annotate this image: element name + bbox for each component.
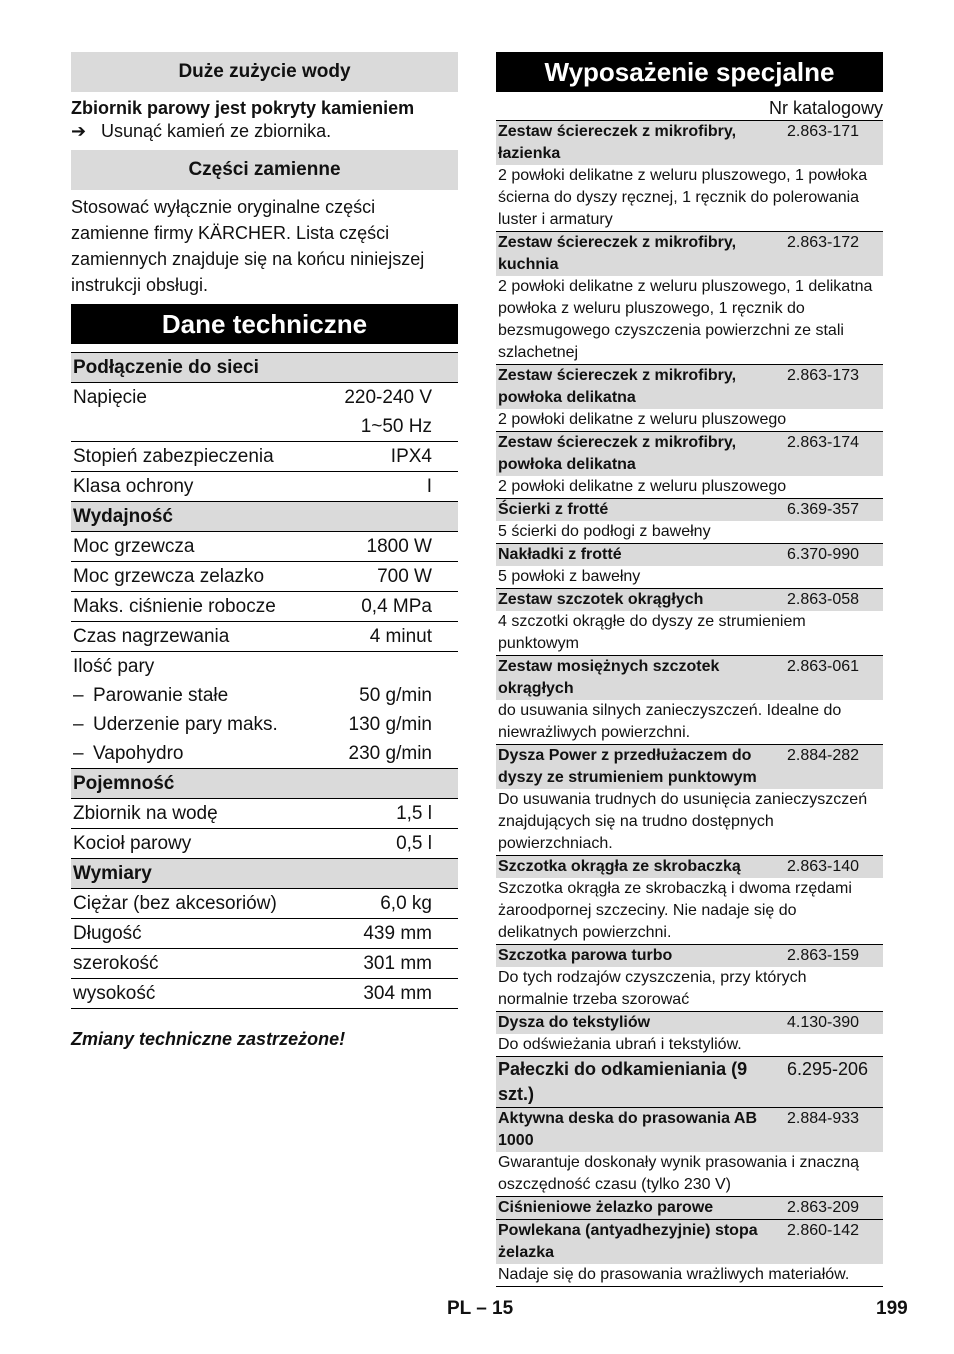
spec-label-text: szerokość: [73, 952, 159, 974]
accessory-header: [496, 1057, 883, 1107]
accessory-header: [496, 1012, 883, 1034]
accessory-description: Do tych rodzajów czyszczenia, przy których normalnie trzeba szorować: [498, 969, 807, 1008]
spec-row: [71, 532, 458, 562]
spec-label-text: Ilość pary: [73, 655, 155, 677]
accessory-name: Zestaw mosiężnych szczotek okrągłych: [498, 658, 720, 697]
accessory-item: [496, 231, 883, 364]
accessory-item: [496, 1056, 883, 1107]
spec-row: [71, 889, 458, 919]
spec-row: [71, 652, 458, 682]
accessory-description: 4 szczotki okrągłe do dyszy ze strumieniem punktowym: [498, 613, 806, 652]
spec-label: [71, 472, 320, 502]
spec-label: [71, 949, 320, 979]
scale-action-line: [71, 120, 458, 142]
spec-label: [71, 652, 320, 682]
spec-label-text: Maks. ciśnienie robocze: [73, 595, 276, 617]
accessory-header: [496, 589, 883, 611]
spec-value: 700 W: [320, 562, 458, 592]
accessory-code: 6.370-990: [787, 546, 860, 563]
spare-parts-heading: Części zamienne: [71, 150, 458, 190]
spec-label-text: Vapohydro: [93, 742, 184, 764]
accessory-description: Gwarantuje doskonały wynik prasowania i znaczną oszczędność czasu (tylko 230 V): [498, 1154, 860, 1193]
spec-row: [71, 799, 458, 829]
spec-label: [71, 979, 320, 1009]
spec-label: [71, 919, 320, 949]
spec-row: [71, 562, 458, 592]
water-usage-heading: Duże zużycie wody: [71, 52, 458, 92]
accessory-item: [496, 1107, 883, 1196]
accessory-description: 2 powłoki delikatne z weluru pluszowego, 1 powłoka ścierna do dyszy ręcznej, 1 ręcznik do polerowania luster i armatury: [498, 167, 868, 228]
accessory-name: Dysza do tekstyliów: [498, 1014, 651, 1031]
accessory-description: Do odświeżania ubrań i tekstyliów.: [498, 1036, 742, 1053]
spec-label: [71, 502, 320, 532]
spec-value: 439 mm: [320, 919, 458, 949]
accessory-name: Zestaw ściereczek z mikrofibry, powłoka delikatna: [498, 367, 737, 406]
accessory-header: [496, 745, 883, 789]
accessory-header: [496, 856, 883, 878]
spec-section-row: [71, 502, 458, 532]
spec-row: [71, 592, 458, 622]
spec-value: 6,0 kg: [320, 889, 458, 919]
accessory-name: Szczotka okrągła ze skrobaczką: [498, 858, 741, 875]
spec-label: [71, 622, 320, 652]
accessory-header: [496, 365, 883, 409]
spec-label-text: Pojemność: [73, 772, 175, 794]
accessory-code: 2.863-174: [787, 434, 860, 451]
accessory-code: 2.863-061: [787, 658, 860, 675]
spec-label-text: Stopień zabezpieczenia: [73, 445, 274, 467]
accessory-code: 2.863-058: [787, 591, 860, 608]
page-number: 199: [876, 1298, 908, 1319]
accessory-code: 2.884-282: [787, 747, 860, 764]
accessory-name: Zestaw ściereczek z mikrofibry, kuchnia: [498, 234, 737, 273]
accessory-description: Do usuwania trudnych do usunięcia zanieczyszczeń znajdujących się na trudno dostępnych powierzchniach.: [498, 791, 868, 852]
accessory-code: 2.863-209: [787, 1199, 860, 1216]
scale-action-text: Usunąć kamień ze zbiornika.: [101, 121, 332, 141]
spec-label-text: Ciężar (bez akcesoriów): [73, 892, 277, 914]
accessory-name: Ciśnieniowe żelazko parowe: [498, 1199, 714, 1216]
accessory-description: 5 powłoki z bawełny: [498, 568, 641, 585]
spec-row: [71, 829, 458, 859]
spec-value: 50 g/min: [359, 684, 432, 706]
spec-label: [71, 859, 320, 889]
spec-label-text: Moc grzewcza zelazko: [73, 565, 265, 587]
accessory-item: [496, 498, 883, 543]
accessory-name: Zestaw szczotek okrągłych: [498, 591, 704, 608]
accessory-item: [496, 543, 883, 588]
accessory-item: [496, 855, 883, 944]
accessories-list: [496, 120, 883, 1287]
scale-problem-text: Zbiornik parowy jest pokryty kamieniem: [71, 98, 415, 118]
accessory-header: [496, 945, 883, 967]
spec-label: [71, 829, 320, 859]
spec-section-row: [71, 859, 458, 889]
spare-parts-text: Stosować wyłącznie oryginalne części zamienne firmy KÄRCHER. Lista części zamiennych znajduje się na końcu niniejszej instrukcji obsługi.: [71, 197, 425, 295]
accessory-item: [496, 120, 883, 231]
accessory-code: 6.369-357: [787, 501, 860, 518]
accessory-code: 2.863-172: [787, 234, 860, 251]
spec-row: [71, 412, 458, 442]
spec-label: [71, 681, 320, 710]
accessory-code: 2.860-142: [787, 1222, 860, 1239]
spec-label-text: wysokość: [73, 982, 156, 1004]
spec-value: 1,5 l: [320, 799, 458, 829]
accessory-header: [496, 232, 883, 276]
spec-label-text: Kocioł parowy: [73, 832, 192, 854]
spec-label-text: Zbiornik na wodę: [73, 802, 218, 824]
list-end-divider: [496, 1286, 883, 1287]
spec-section-row: [71, 353, 458, 383]
spec-row: [71, 919, 458, 949]
accessory-header: [496, 1108, 883, 1152]
accessory-code: 2.884-933: [787, 1110, 860, 1127]
spec-value: [320, 859, 458, 889]
spec-label-text: Uderzenie pary maks.: [93, 713, 278, 735]
spec-label-text: Długość: [73, 922, 142, 944]
accessory-description: Nadaje się do prasowania wrażliwych materiałów.: [498, 1266, 850, 1283]
spec-value: IPX4: [320, 442, 458, 472]
spec-label: [71, 739, 320, 769]
accessory-name: Ścierki z frotté: [498, 501, 609, 518]
accessory-name: Zestaw ściereczek z mikrofibry, łazienka: [498, 123, 737, 162]
spec-label: [71, 799, 320, 829]
spec-label-text: Napięcie: [73, 386, 147, 408]
spec-label: [71, 532, 320, 562]
dash-bullet: –: [73, 713, 84, 735]
spec-value: 1~50 Hz: [320, 412, 458, 442]
spec-value: 4 minut: [320, 622, 458, 652]
accessory-name: Aktywna deska do prasowania AB 1000: [498, 1110, 758, 1149]
accessory-code: 2.863-140: [787, 858, 860, 875]
accessory-description: Szczotka okrągła ze skrobaczką i dwoma rzędami żaroodpornej szczeciny. Nie nadaje się do delikatnych powierzchni.: [498, 880, 852, 941]
arrow-right-icon: ➔: [71, 121, 87, 141]
spec-value: 301 mm: [320, 949, 458, 979]
spec-value: [320, 502, 458, 532]
accessory-item: [496, 364, 883, 431]
spec-value: I: [320, 472, 458, 502]
spec-value: 220-240 V: [344, 386, 432, 408]
spec-label: [71, 592, 320, 622]
accessory-header: [496, 1197, 883, 1219]
catalog-number-label: Nr katalogowy: [768, 98, 883, 118]
accessory-item: [496, 431, 883, 498]
spec-label: [71, 889, 320, 919]
spec-row: [71, 710, 458, 739]
accessory-code: 2.863-173: [787, 367, 860, 384]
accessory-code: 2.863-159: [787, 947, 860, 964]
accessory-item: [496, 1196, 883, 1219]
spec-row: [71, 681, 458, 710]
accessories-heading: Wyposażenie specjalne: [496, 52, 883, 92]
accessory-description: 2 powłoki delikatne z weluru pluszowego: [498, 411, 787, 428]
spec-value: 0,4 MPa: [320, 592, 458, 622]
accessory-code: 6.295-206: [787, 1059, 869, 1079]
spec-row: [71, 739, 458, 769]
spec-label-text: Parowanie stałe: [93, 684, 229, 706]
spec-value: [320, 353, 458, 383]
spec-label: [71, 710, 320, 739]
spec-row: [71, 472, 458, 502]
spec-row: [71, 949, 458, 979]
accessory-name: Nakładki z frotté: [498, 546, 622, 563]
spec-label: [71, 412, 320, 442]
accessory-item: [496, 588, 883, 655]
spec-label: [71, 562, 320, 592]
spec-row: [71, 622, 458, 652]
spec-row: [71, 383, 458, 413]
accessory-item: [496, 1219, 883, 1286]
spec-value: 1800 W: [320, 532, 458, 562]
accessory-code: 2.863-171: [787, 123, 860, 140]
spec-label-text: Klasa ochrony: [73, 475, 194, 497]
spec-label-text: Moc grzewcza: [73, 535, 195, 557]
spec-value: 0,5 l: [320, 829, 458, 859]
spec-label: [71, 442, 320, 472]
accessory-header: [496, 432, 883, 476]
spec-row: [71, 979, 458, 1009]
accessory-item: [496, 655, 883, 744]
accessory-header: [496, 499, 883, 521]
accessory-description: do usuwania silnych zanieczyszczeń. Idealne do niewrażliwych powierzchni.: [498, 702, 842, 741]
accessory-header: [496, 121, 883, 165]
accessory-name: Szczotka parowa turbo: [498, 947, 673, 964]
accessory-name: Dysza Power z przedłużaczem do dyszy ze strumieniem punktowym: [498, 747, 757, 786]
footnote: Zmiany techniczne zastrzeżone!: [71, 1029, 346, 1049]
accessory-header: [496, 1220, 883, 1264]
spec-row: [71, 442, 458, 472]
accessory-name: Powlekana (antyadhezyjnie) stopa żelazka: [498, 1222, 758, 1261]
tech-data-table: [71, 352, 458, 1009]
spec-value: [320, 652, 458, 682]
accessory-description: 2 powłoki delikatne z weluru pluszowego: [498, 478, 787, 495]
spec-label-text: Wymiary: [73, 862, 152, 884]
spec-section-row: [71, 769, 458, 799]
left-column: [71, 52, 458, 1050]
spec-label-text: Wydajność: [73, 505, 173, 527]
accessory-item: [496, 944, 883, 1011]
spec-label-text: Podłączenie do sieci: [73, 356, 259, 378]
spec-label: [71, 383, 320, 413]
accessory-description: 5 ścierki do podłogi z bawełny: [498, 523, 711, 540]
accessory-name: Pałeczki do odkamieniania (9 szt.): [498, 1059, 748, 1104]
spec-value: 130 g/min: [348, 713, 432, 735]
accessory-item: [496, 744, 883, 855]
accessory-item: [496, 1011, 883, 1056]
accessory-code: 4.130-390: [787, 1014, 860, 1031]
accessory-description: 2 powłoki delikatne z weluru pluszowego, 1 delikatna powłoka z weluru pluszowego, 1 ręcznik do bezsmugowego czyszczenia powierzchni ze stali szlachetnej: [498, 278, 873, 361]
right-column: [496, 52, 883, 1287]
spec-label: [71, 353, 320, 383]
spec-value: 304 mm: [320, 979, 458, 1009]
spec-value: 230 g/min: [320, 739, 458, 769]
spec-label-text: Czas nagrzewania: [73, 625, 230, 647]
accessory-header: [496, 544, 883, 566]
accessory-header: [496, 656, 883, 700]
accessory-name: Zestaw ściereczek z mikrofibry, powłoka delikatna: [498, 434, 737, 473]
spec-label: [71, 769, 320, 799]
dash-bullet: –: [73, 684, 84, 706]
page-label: PL – 15: [447, 1298, 514, 1319]
dash-bullet: –: [73, 742, 84, 764]
tech-data-heading: Dane techniczne: [71, 304, 458, 344]
spec-value: [320, 769, 458, 799]
